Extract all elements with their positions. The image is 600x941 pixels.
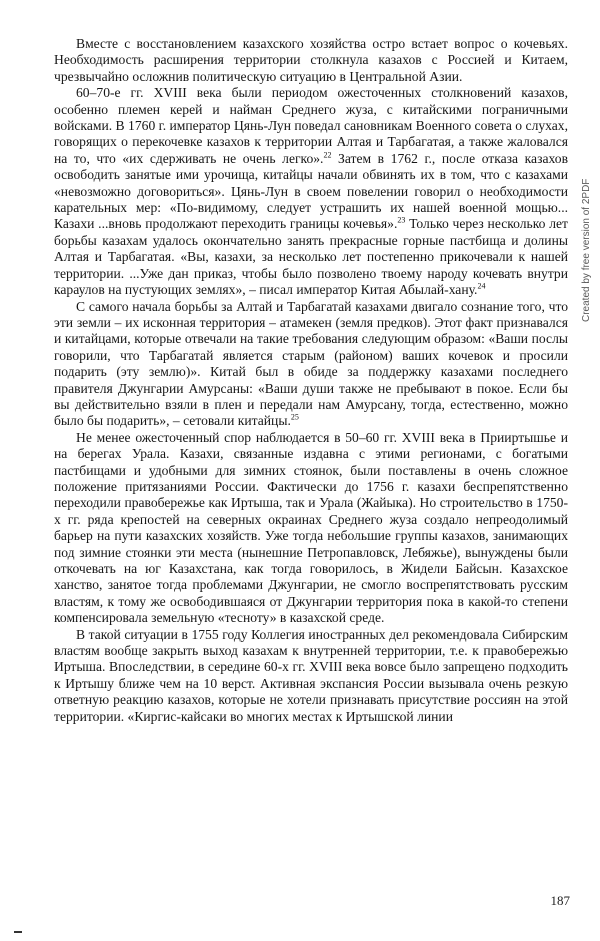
paragraph (54, 627, 568, 725)
paragraph-text: 60–70-е гг. XVIII века были периодом ожесточенных столкновений казахов, особенно племен керей и найман Среднего жуза, с китайскими пограничными войсками. В 1760 г. император Цянь-Лун поведал сановникам Военного совета о слухах, говорящих о перекочевке казахов к территории Алтая и Тарбагатая, а также жаловался на то, что «их сдерживать не очень легко». (54, 85, 568, 166)
paragraph (54, 36, 568, 85)
scan-artifact-mark (14, 931, 22, 933)
paragraph-text: Затем в 1762 г., после отказа казахов освободить занятые ими урочища, китайцы начали обвинять их в том, что с казахами «невозможно договориться». Цянь-Лун в своем повелении говорил о необходимости карательных мер: «По-видимому, следует устрашить их нашей военной мощью... Казахи ...вновь продолжают переходить границы кочевья». (54, 150, 568, 232)
footnote-marker: 23 (397, 215, 406, 225)
watermark: Created by free version of 2PDF (581, 178, 592, 322)
footnote-marker: 24 (477, 281, 486, 291)
paragraph (54, 430, 568, 627)
footnote-marker: 25 (290, 412, 299, 422)
paragraph-text: Только через несколько лет борьбы казахам удалось окончательно занять прекрасные горные пастбища и долины Алтая и Тарбагатая. «Вы, казахи, за несколько лет постепенно прикочевали к нашей территории. ...Уже дан приказ, чтобы было позволено твоему народу кочевать внутри караулов на пустующих землях», – писал император Китая Абылай-хану. (54, 216, 568, 298)
paragraph-text: Вместе с восстановлением казахского хозяйства остро встает вопрос о кочевьях. Необходимость расширения территории столкнула казахов с Россией и Китаем, чрезвычайно осложнив политическую ситуацию в Центральной Азии. (54, 36, 568, 84)
paragraph-text: Не менее ожесточенный спор наблюдается в 50–60 гг. XVIII века в Прииртышье и на берегах Урала. Казахи, связанные издавна с этими регионами, с богатыми пастбищами и удобными для зимних стоянок, были поставлены в очень сложное положение притязаниями России. Фактически до 1756 г. казахи беспрепятственно переходили правобережье как Иртыша, так и Урала (Жайыка). Но строительство в 1750-х гг. ряда крепостей на северных окраинах Среднего жуза создало непреодолимый барьер на пути казахских хозяйств. Уже тогда небольшие группы казахов, занимающих под зимние стоянки эти места (нынешние Петропавловск, Лебяжье), вынуждены были откочевать на юг Казахстана, как тогда говорилось, в Жидели Байсын. Казахское ханство, занятое тогда проблемами Джунгарии, не смогло воспрепятствовать русским властям, к тому же освободившаяся от Джунгарии территория пока в какой-то степени компенсировала земельную «тесноту» в казахской среде. (54, 429, 568, 626)
footnote-marker: 22 (323, 150, 332, 160)
paragraph (54, 299, 568, 430)
paragraph (54, 85, 568, 298)
page-body-text (54, 36, 568, 725)
paragraph-text: В такой ситуации в 1755 году Коллегия иностранных дел рекомендовала Сибирским властям вообще закрыть выход казахам к внутренней территории, т.е. к правобережью Иртыша. Впоследствии, в середине 60-х гг. XVIII века вовсе было запрещено подходить к Иртышу ближе чем на 10 верст. Активная экспансия России вызывала очень резкую ответную реакцию казахов, которые не хотели признавать присутствие россиян на этой территории. «Киргис-кайсаки во многих местах к Иртышской линии (54, 626, 568, 724)
page-number: 187 (550, 893, 570, 908)
paragraph-text: С самого начала борьбы за Алтай и Тарбагатай казахами двигало сознание того, что эти земли – их исконная территория – атамекен (земля предков). Этот факт признавался и китайцами, которые отвечали на такие требования следующим образом: «Ваши послы говорили, что Тарбагатай является старым (районом) ваших кочевок и просили подарить (эту землю)». Китай был в обиде за поддержку казахами последнего правителя Джунгарии Амурсаны: «Ваши души также не пребывают в покое. Если бы вы действительно взяли в плен и передали нам Амурсану, тогда, естественно, можно было бы подарить», – сетовали китайцы. (54, 298, 568, 429)
